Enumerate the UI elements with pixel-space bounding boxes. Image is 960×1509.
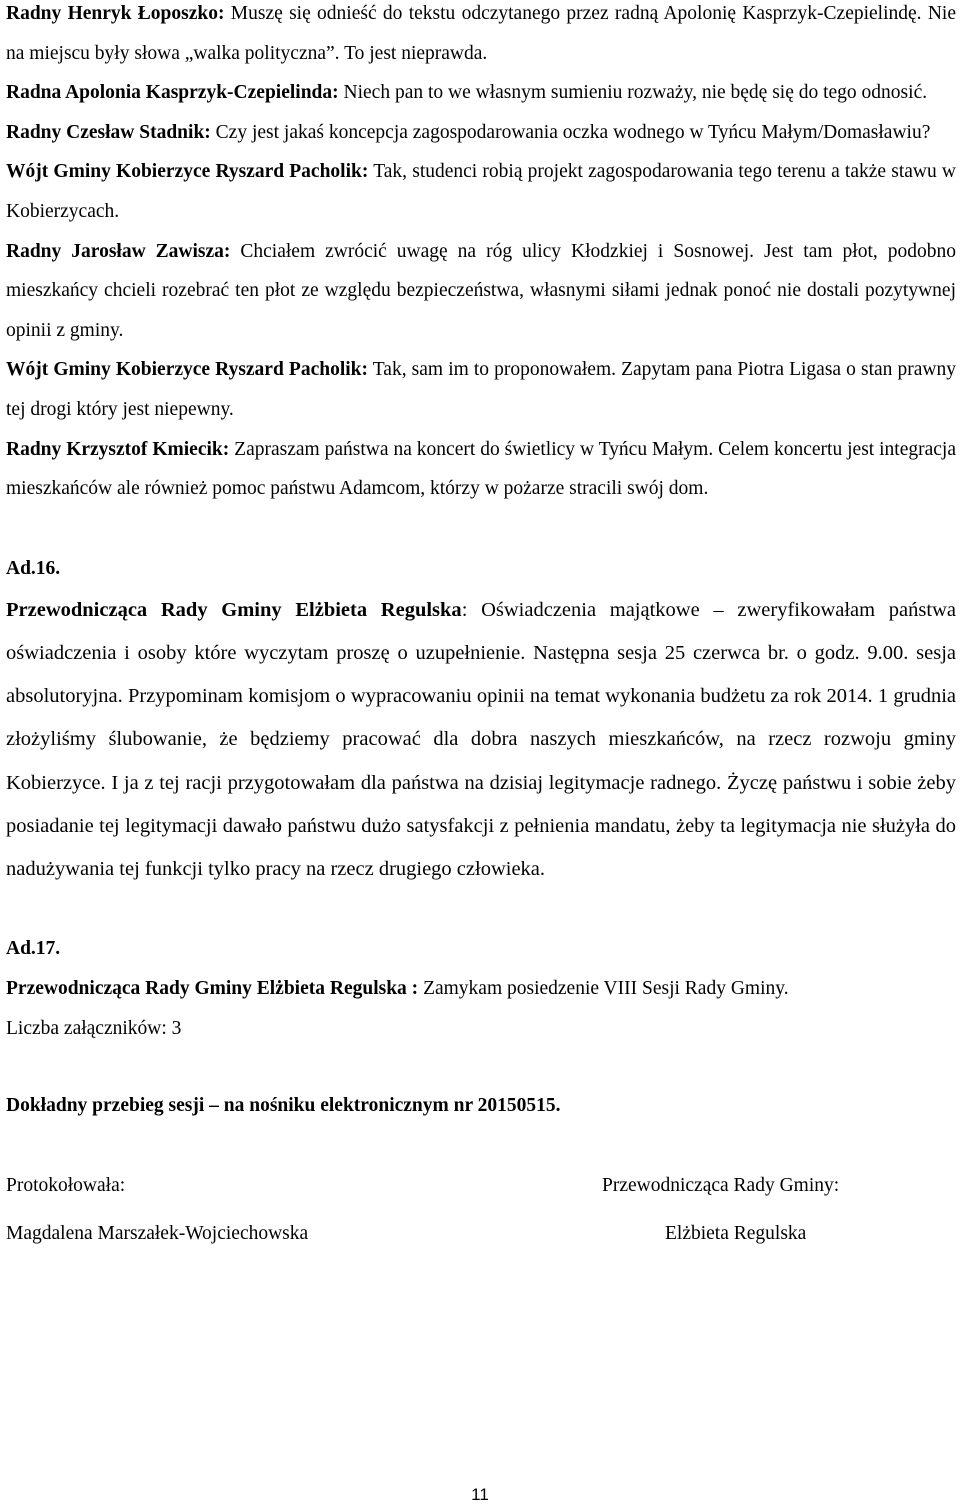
speaker-name: Przewodnicząca Rady Gminy Elżbieta Regulska : — [6, 978, 419, 1000]
speaker-name: Przewodnicząca Rady Gminy Elżbieta Regulska — [6, 598, 462, 621]
statement-text: Muszę się odnieść do tekstu odczytanego przez radną Apolonię Kasprzyk-Czepielindę. Nie na miejscu były słowa „walka polityczna”. To jest nieprawda. — [6, 3, 956, 64]
statement-text: Czy jest jakaś koncepcja zagospodarowania oczka wodnego w Tyńcu Małym/Domasławiu? — [210, 121, 931, 143]
session-recording-note: Dokładny przebieg sesji – na nośniku elektronicznym nr 20150515. — [6, 1095, 561, 1117]
speaker-name: Radny Jarosław Zawisza: — [6, 240, 231, 262]
paragraph-zawisza — [6, 232, 956, 351]
spacer — [6, 1126, 956, 1166]
recorder-name: Magdalena Marszałek-Wojciechowska — [6, 1223, 309, 1245]
statement-text: : Oświadczenia majątkowe – zweryfikowałam państwa oświadczenia i osoby które wyczytam proszę o uzupełnienie. Następna sesja 25 czerwca br. o godz. 9.00. sesja absolutoryjna. Przypominam komisjom o wypracowaniu opinii na temat wykonania budżetu za rok 2014. 1 grudnia złożyliśmy ślubowanie, że będziemy pracować dla dobra naszych mieszkańców, na rzecz rozwoju gminy Kobierzyce. I ja z tej racji przygotowałam dla państwa na dzisiaj legitymacje radnego. Życzę państwu i sobie żeby posiadanie tej legitymacji dawało państwu dużo satysfakcji z pełnienia mandatu, żeby ta legitymacja nie służyła do nadużywania tej funkcji tylko pracy na rzecz drugiego człowieka. — [6, 598, 956, 880]
attachments-count: Liczba załączników: 3 — [6, 1017, 182, 1039]
chairwoman-role: Przewodnicząca Rady Gminy: — [602, 1175, 840, 1197]
paragraph-loposzko — [6, 0, 956, 73]
paragraph-regulska-ad16 — [6, 589, 956, 891]
spacer — [6, 509, 956, 549]
signature-block — [6, 1166, 956, 1266]
speaker-name: Radna Apolonia Kasprzyk-Czepielinda: — [6, 82, 339, 104]
statement-text: Chciałem zwrócić uwagę na róg ulicy Kłodzkiej i Sosnowej. Jest tam płot, podobno mieszkańcy chcieli rozebrać ten płot ze względu bezpieczeństwa, własnymi siłami jednak ponoć nie dostali pozytywnej opinii z gminy. — [6, 240, 956, 341]
speaker-name: Radny Krzysztof Kmiecik: — [6, 438, 230, 460]
chairwoman-name: Elżbieta Regulska — [665, 1223, 807, 1245]
statement-text: Zamykam posiedzenie VIII Sesji Rady Gminy. — [418, 978, 789, 1000]
page-number: 11 — [471, 1485, 489, 1504]
recorder-role: Protokołowała: — [6, 1175, 126, 1197]
paragraph-kasprzyk — [6, 73, 956, 113]
spacer — [6, 891, 956, 929]
agenda-heading-ad16: Ad.16. — [6, 557, 61, 579]
statement-text: Tak, sam im to proponowałem. Zapytam pana Piotra Ligasa o stan prawny tej drogi który jest niepewny. — [6, 359, 956, 420]
paragraph-stadnik — [6, 113, 956, 153]
statement-text: Tak, studenci robią projekt zagospodarowania tego terenu a także stawu w Kobierzycach. — [6, 161, 957, 222]
document-page — [6, 0, 956, 1266]
speaker-name: Wójt Gminy Kobierzyce Ryszard Pacholik: — [6, 161, 369, 183]
spacer — [6, 1048, 956, 1086]
speaker-name: Radny Henryk Łoposzko: — [6, 3, 225, 24]
speaker-name: Wójt Gminy Kobierzyce Ryszard Pacholik: — [6, 359, 368, 381]
speaker-name: Radny Czesław Stadnik: — [6, 121, 211, 143]
paragraph-pacholik-1 — [6, 152, 956, 231]
statement-text: Niech pan to we własnym sumieniu rozważy, nie będę się do tego odnosić. — [338, 82, 928, 104]
statement-text: Zapraszam państwa na koncert do świetlicy w Tyńcu Małym. Celem koncertu jest integracja mieszkańców ale również pomoc państwu Adamcom, którzy w pożarze stracili swój dom. — [6, 438, 956, 500]
paragraph-regulska-ad17 — [6, 969, 956, 1009]
paragraph-kmiecik — [6, 430, 956, 509]
paragraph-pacholik-2 — [6, 350, 956, 429]
agenda-heading-ad17: Ad.17. — [6, 938, 61, 960]
